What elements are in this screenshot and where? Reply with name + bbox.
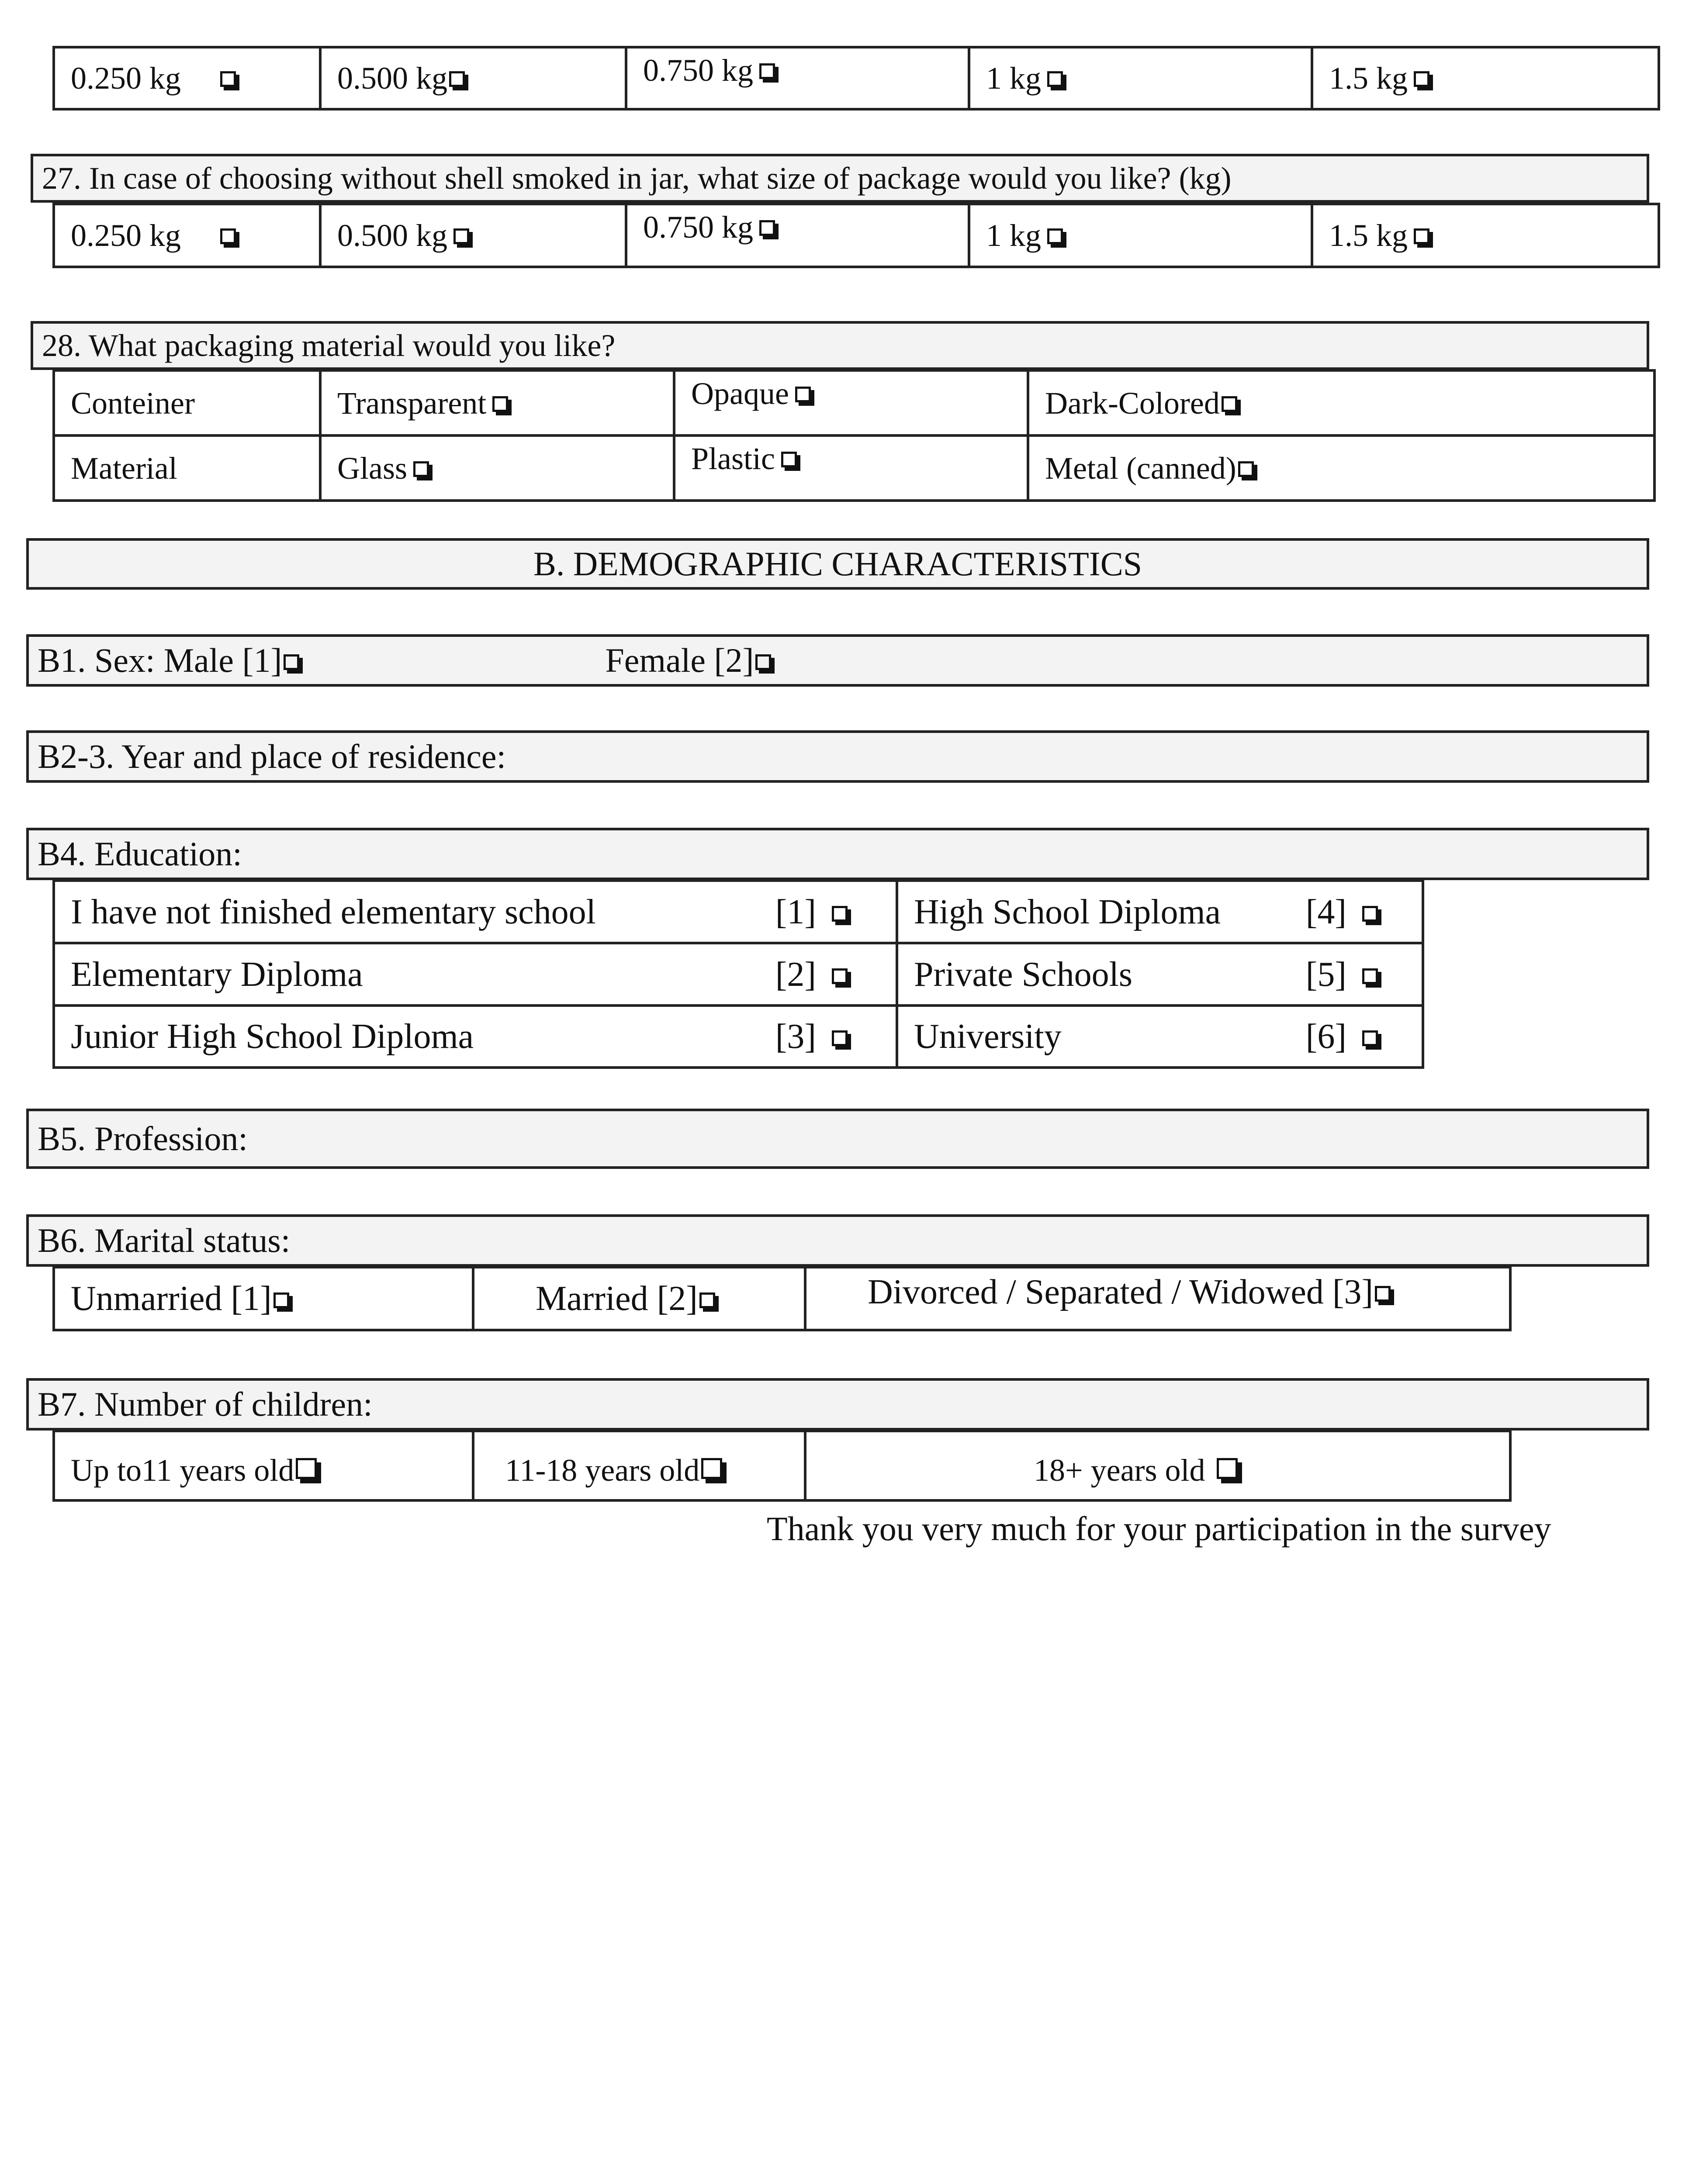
b6-option-divorced[interactable] (805, 1267, 1510, 1330)
b6-option-label: Married [2] (536, 1279, 698, 1318)
q27-question-text: 27. In case of choosing without shell smoked in jar, what size of package would you like? (kg) (42, 161, 1232, 196)
checkbox-icon[interactable] (759, 220, 775, 236)
q26-option-0500[interactable] (320, 47, 626, 109)
q27-question (31, 154, 1649, 203)
checkbox-icon[interactable] (453, 228, 469, 244)
q28-option-label: Opaque (691, 376, 789, 411)
b4-option-text: Elementary Diploma (71, 955, 363, 994)
b4-option-text: High School Diploma (914, 892, 1221, 931)
b7-label: B7. Number of children: (38, 1385, 373, 1423)
section-b-title-text: B. DEMOGRAPHIC CHARACTERISTICS (533, 545, 1142, 583)
b4-option-code: [5] (1305, 955, 1346, 994)
b7-option-18-plus[interactable] (805, 1431, 1510, 1500)
q27-option-0750[interactable] (626, 204, 969, 267)
q27-option-0500[interactable] (320, 204, 626, 267)
b4-option-1[interactable] (54, 881, 897, 943)
b4-option-code: [3] (775, 1017, 816, 1056)
b5-label: B5. Profession: (38, 1120, 248, 1158)
q28-question-text: 28. What packaging material would you like? (42, 328, 616, 363)
b4-education-question (26, 828, 1649, 880)
q28-question (31, 321, 1649, 370)
checkbox-icon[interactable] (699, 1292, 715, 1308)
checkbox-icon[interactable] (1222, 396, 1237, 412)
q26-option-label: 1 kg (986, 61, 1041, 96)
b6-option-unmarried[interactable] (54, 1267, 473, 1330)
q28-option-label: Dark-Colored (1045, 385, 1220, 421)
b2-3-label: B2-3. Year and place of residence: (38, 737, 506, 775)
checkbox-icon[interactable] (273, 1292, 289, 1308)
b6-option-married[interactable] (473, 1267, 805, 1330)
b4-option-text: Junior High School Diploma (71, 1017, 474, 1056)
q28-option-glass[interactable] (320, 435, 674, 501)
thanks-text: Thank you very much for your participation in the survey (767, 1510, 1551, 1548)
b7-option-label: 18+ years old (1034, 1452, 1205, 1488)
q26-size-options (52, 46, 1660, 111)
b1-option-female[interactable] (605, 643, 775, 677)
q27-size-options (52, 203, 1660, 268)
q28-option-label: Metal (canned) (1045, 450, 1236, 486)
q28-material-label (54, 435, 320, 501)
q27-option-label: 1 kg (986, 218, 1041, 253)
checkbox-icon[interactable] (220, 228, 236, 244)
b1-label: B1. Sex: (38, 641, 155, 679)
b7-option-label: Up to11 years old (71, 1452, 294, 1488)
b6-option-label: Divorced / Separated / Widowed [3] (868, 1273, 1374, 1311)
b1-option-label: Female [2] (605, 641, 754, 679)
q26-option-15kg[interactable] (1312, 47, 1659, 109)
checkbox-icon[interactable] (832, 968, 848, 984)
q28-option-label: Glass (337, 450, 407, 486)
q28-option-dark-colored[interactable] (1028, 370, 1654, 435)
b4-option-code: [4] (1305, 892, 1346, 931)
checkbox-icon[interactable] (781, 452, 797, 467)
b7-option-up-to-11[interactable] (54, 1431, 473, 1500)
q26-option-label: 0.500 kg (337, 61, 447, 96)
b4-option-code: [1] (775, 892, 816, 931)
checkbox-icon[interactable] (1238, 461, 1254, 477)
checkbox-icon[interactable] (1362, 968, 1378, 984)
q27-option-0250[interactable] (54, 204, 320, 267)
b4-option-4[interactable] (897, 881, 1423, 943)
b4-education-options (52, 879, 1424, 1069)
b1-option-male[interactable] (164, 643, 304, 677)
b4-option-2[interactable] (54, 943, 897, 1006)
b6-marital-question (26, 1214, 1649, 1267)
checkbox-icon[interactable] (296, 1458, 317, 1479)
b4-option-6[interactable] (897, 1006, 1423, 1068)
checkbox-icon[interactable] (759, 63, 775, 79)
b4-option-3[interactable] (54, 1006, 897, 1068)
b6-label: B6. Marital status: (38, 1221, 291, 1259)
b7-children-options (52, 1430, 1512, 1502)
b7-children-question (26, 1378, 1649, 1431)
checkbox-icon[interactable] (1217, 1458, 1238, 1479)
q28-option-transparent[interactable] (320, 370, 674, 435)
checkbox-icon[interactable] (832, 906, 848, 922)
checkbox-icon[interactable] (1375, 1286, 1391, 1302)
q26-option-0250[interactable] (54, 47, 320, 109)
section-b-title (26, 538, 1649, 590)
checkbox-icon[interactable] (701, 1458, 722, 1479)
checkbox-icon[interactable] (1362, 1030, 1378, 1046)
b2-3-residence-question[interactable] (26, 730, 1649, 783)
b7-option-11-18[interactable] (473, 1431, 805, 1500)
q26-option-label: 0.750 kg (643, 53, 753, 88)
b4-option-code: [2] (775, 955, 816, 994)
q26-option-1kg[interactable] (969, 47, 1312, 109)
checkbox-icon[interactable] (492, 396, 508, 412)
q28-container-label-text: Conteiner (71, 385, 195, 421)
checkbox-icon[interactable] (1414, 228, 1429, 244)
q28-option-label: Plastic (691, 441, 775, 476)
b4-option-text: I have not finished elementary school (71, 892, 596, 931)
q28-material-label-text: Material (71, 450, 177, 486)
b4-option-text: University (914, 1017, 1062, 1056)
b4-option-text: Private Schools (914, 955, 1132, 994)
b6-marital-options (52, 1266, 1512, 1331)
q26-option-label: 1.5 kg (1329, 61, 1408, 96)
q28-option-label: Transparent (337, 385, 487, 421)
q26-option-0750[interactable] (626, 47, 969, 109)
checkbox-icon[interactable] (284, 654, 299, 670)
b1-option-label: Male [1] (163, 641, 282, 679)
q27-option-label: 0.500 kg (337, 218, 447, 253)
q26-option-label: 0.250 kg (71, 61, 181, 96)
checkbox-icon[interactable] (1047, 228, 1063, 244)
q28-option-plastic[interactable] (674, 435, 1028, 501)
checkbox-icon[interactable] (795, 387, 811, 402)
checkbox-icon[interactable] (832, 1030, 848, 1046)
q28-packaging-options (52, 369, 1656, 502)
checkbox-icon[interactable] (413, 461, 429, 477)
checkbox-icon[interactable] (220, 71, 236, 87)
thanks-message (767, 1509, 1551, 1548)
checkbox-icon[interactable] (1414, 71, 1429, 87)
checkbox-icon[interactable] (1362, 906, 1378, 922)
b7-option-label: 11-18 years old (505, 1452, 700, 1488)
q28-option-metal-canned[interactable] (1028, 435, 1654, 501)
q27-option-15kg[interactable] (1312, 204, 1659, 267)
q28-option-opaque[interactable] (674, 370, 1028, 435)
b4-label: B4. Education: (38, 835, 242, 873)
q27-option-label: 1.5 kg (1329, 218, 1408, 253)
q28-container-label (54, 370, 320, 435)
checkbox-icon[interactable] (755, 654, 771, 670)
b5-profession-question[interactable] (26, 1109, 1649, 1169)
b4-option-code: [6] (1305, 1017, 1346, 1056)
q27-option-label: 0.250 kg (71, 218, 181, 253)
b6-option-label: Unmarried [1] (71, 1279, 272, 1318)
b1-sex-question (26, 634, 1649, 687)
q27-option-label: 0.750 kg (643, 210, 753, 245)
b4-option-5[interactable] (897, 943, 1423, 1006)
checkbox-icon[interactable] (1047, 71, 1063, 87)
q27-option-1kg[interactable] (969, 204, 1312, 267)
checkbox-icon[interactable] (449, 71, 465, 87)
